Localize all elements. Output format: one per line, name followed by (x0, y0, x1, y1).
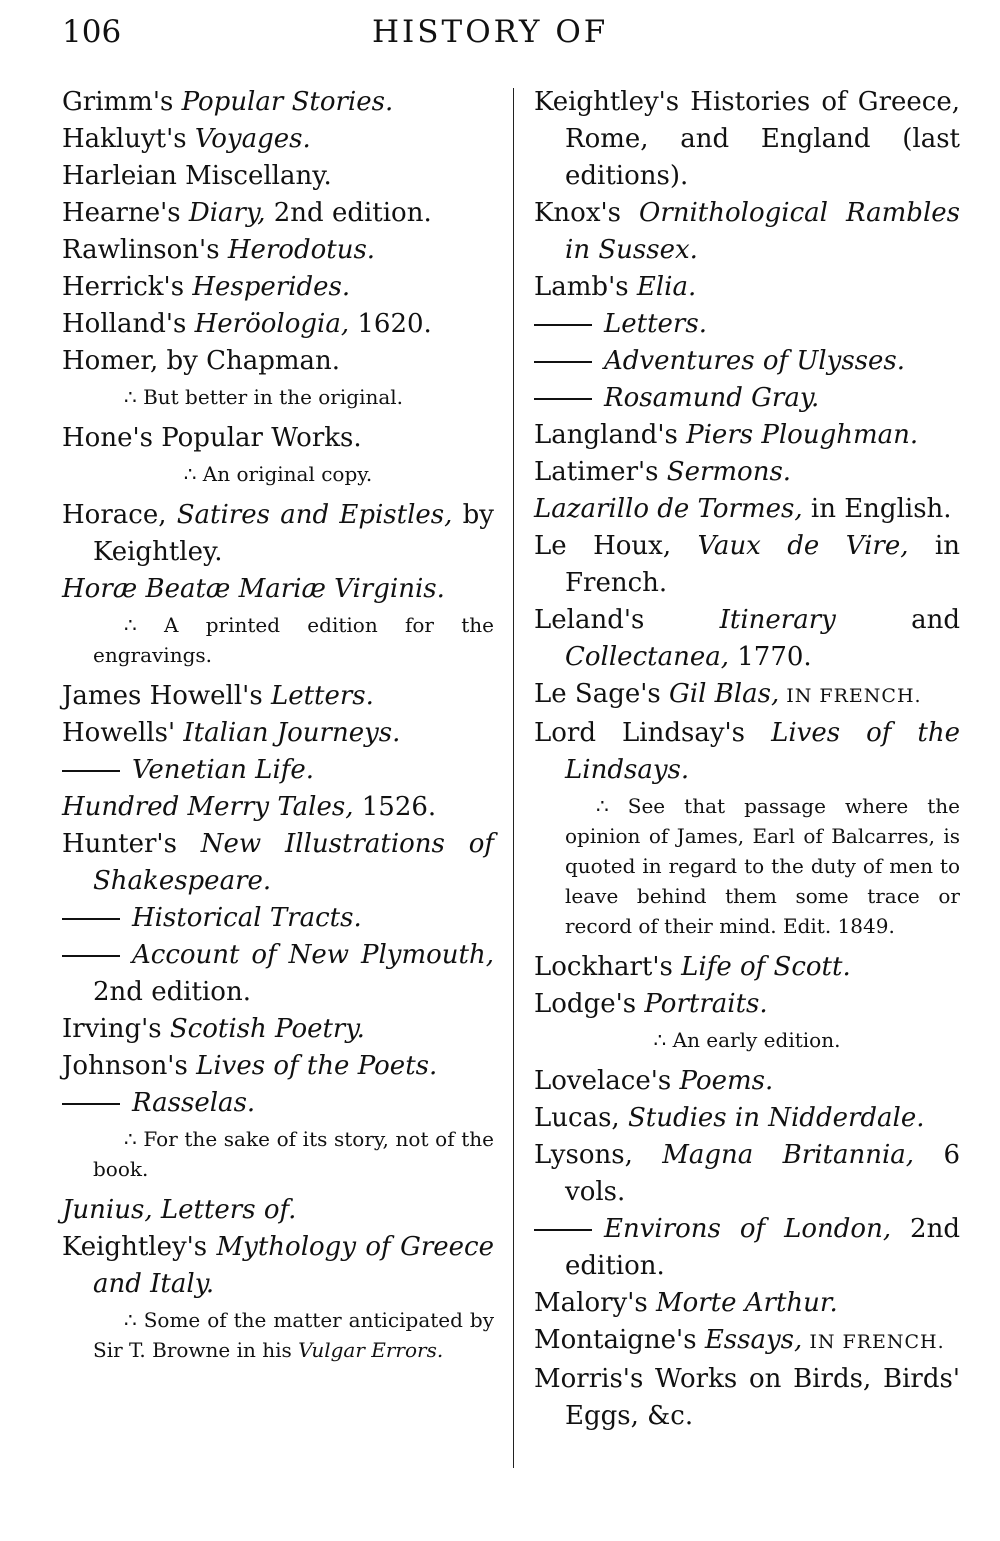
list-item: Lodge's Portraits. (534, 989, 768, 1019)
list-item: Venetian Life. (62, 752, 494, 789)
note: ∴ Some of the matter anticipated by Sir T. Browne in his Vulgar Errors. (93, 1308, 494, 1362)
ditto-dash (62, 918, 120, 920)
note: ∴ A printed edition for the engravings. (93, 613, 494, 667)
list-item: Account of New Plymouth, 2nd edition. (62, 937, 494, 1011)
list-item: Langland's Piers Ploughman. (534, 420, 919, 450)
left-column (62, 84, 494, 1373)
list-item: Environs of London, 2nd edition. (534, 1211, 960, 1285)
list-item: Latimer's Sermons. (534, 457, 792, 487)
list-item: Montaigne's Essays, IN FRENCH. (534, 1325, 945, 1355)
list-item: Morris's Works on Birds, Birds' Eggs, &c. (534, 1364, 960, 1431)
ditto-dash (534, 398, 592, 400)
list-item: Keightley's Histories of Greece, Rome, and England (last editions). (534, 87, 960, 191)
note: ∴ An original copy. (183, 462, 373, 486)
list-item: Horace, Satires and Epistles, by Keightley. (62, 500, 494, 567)
list-item: Harleian Miscellany. (62, 161, 332, 191)
note: ∴ For the sake of its story, not of the book. (93, 1127, 494, 1181)
ditto-dash (62, 770, 120, 772)
list-item: Lord Lindsay's Lives of the Lindsays. (534, 718, 960, 785)
list-item: Rawlinson's Herodotus. (62, 235, 376, 265)
list-item: Grimm's Popular Stories. (62, 87, 394, 117)
ditto-dash (62, 955, 120, 957)
list-item: Homer, by Chapman. (62, 346, 341, 376)
note: ∴ See that passage where the opinion of James, Earl of Balcarres, is quoted in regard to the duty of men to leave behind them some trace or record of their mind. Edit. 1849. (565, 794, 960, 938)
list-item: Malory's Morte Arthur. (534, 1288, 838, 1318)
right-column (534, 84, 960, 1435)
list-item: Herrick's Hesperides. (62, 272, 351, 302)
ditto-dash (534, 324, 592, 326)
list-item: Rosamund Gray. (534, 380, 960, 417)
list-item: James Howell's Letters. (62, 681, 374, 711)
list-item: Howells' Italian Journeys. (62, 718, 401, 748)
list-item: Le Houx, Vaux de Vire, in French. (534, 531, 960, 598)
list-item: Lazarillo de Tormes, in English. (534, 494, 952, 524)
list-item: Knox's Ornithological Rambles in Sussex. (534, 198, 960, 265)
list-item: Hone's Popular Works. (62, 423, 362, 453)
list-item: Hakluyt's Voyages. (62, 124, 311, 154)
note: ∴ But better in the original. (124, 385, 404, 409)
list-item: Lucas, Studies in Nidderdale. (534, 1103, 925, 1133)
page-header (0, 14, 1000, 54)
list-item: Rasselas. (62, 1085, 494, 1122)
list-item: Adventures of Ulysses. (534, 343, 960, 380)
list-item: Lovelace's Poems. (534, 1066, 774, 1096)
note: ∴ An early edition. (653, 1028, 841, 1052)
list-item: Holland's Heröologia, 1620. (62, 309, 432, 339)
ditto-dash (62, 1103, 120, 1105)
list-item: Leland's Itinerary and Collectanea, 1770. (534, 605, 960, 672)
list-item: Lamb's Elia. (534, 272, 697, 302)
list-item: Hunter's New Illustrations of Shakespeare. (62, 829, 494, 896)
list-item: Johnson's Lives of the Poets. (62, 1051, 438, 1081)
list-item: Junius, Letters of. (62, 1195, 297, 1225)
list-item: Horæ Beatæ Mariæ Virginis. (62, 574, 445, 604)
list-item: Le Sage's Gil Blas, IN FRENCH. (534, 679, 922, 709)
ditto-dash (534, 361, 592, 363)
page-number: 106 (62, 14, 122, 50)
list-item: Hundred Merry Tales, 1526. (62, 792, 437, 822)
list-item: Historical Tracts. (62, 900, 494, 937)
running-head: HISTORY OF (372, 14, 609, 50)
column-divider (513, 88, 514, 1468)
list-item: Lockhart's Life of Scott. (534, 952, 851, 982)
list-item: Irving's Scotish Poetry. (62, 1014, 365, 1044)
list-item: Letters. (534, 306, 960, 343)
list-item: Keightley's Mythology of Greece and Italy. (62, 1232, 494, 1299)
ditto-dash (534, 1229, 592, 1231)
list-item: Lysons, Magna Britannia, 6 vols. (534, 1140, 960, 1207)
list-item: Hearne's Diary, 2nd edition. (62, 198, 432, 228)
